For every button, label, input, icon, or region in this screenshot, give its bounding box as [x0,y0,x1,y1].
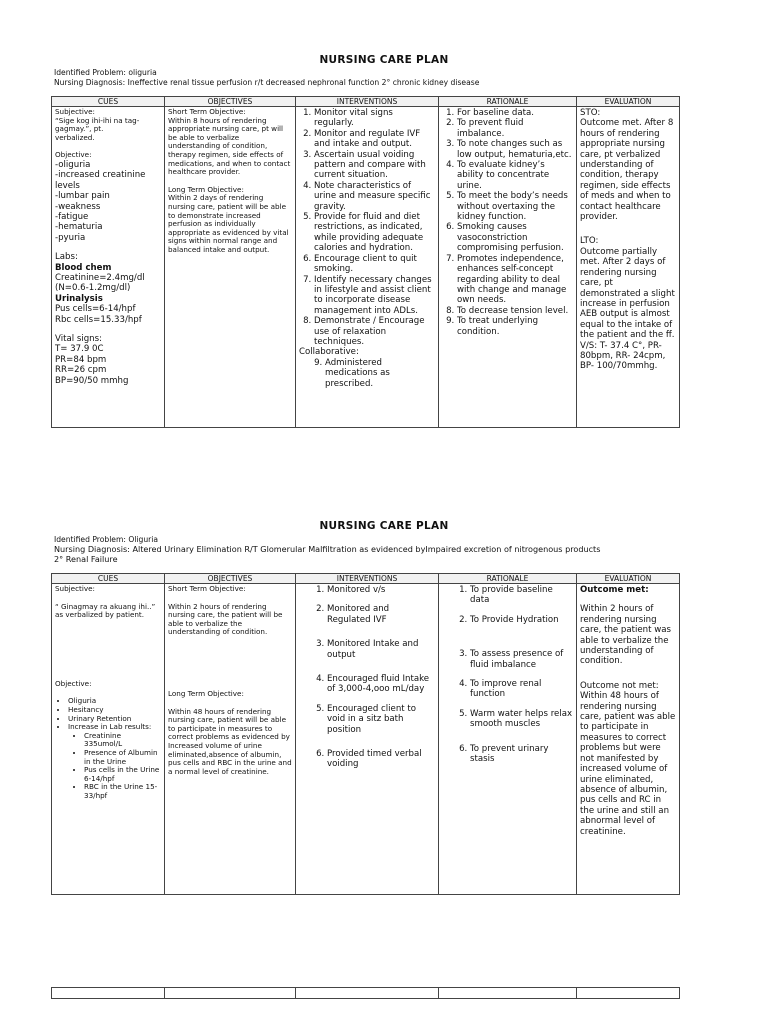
short-term-objective: Within 2 hours of rendering nursing care, the patient will be able to verbalize the understanding of condition. [168,601,283,637]
lto-label: LTO: [580,236,599,247]
list-item: 1. Monitored v/s [327,585,435,595]
header-interventions: INTERVENTIONS [296,97,439,107]
short-term-label: Short Term Objective: [168,584,246,593]
identified-problem: Identified Problem: Oliguria [54,535,159,544]
list-item: 5. Warm water helps relax smooth muscles [470,709,573,730]
list-item: 1. Monitor vital signs regularly. [314,108,435,129]
header-evaluation: EVALUATION [577,97,680,107]
table-row [52,107,680,428]
header-cues: CUES [52,574,165,584]
objectives-cell [165,584,296,895]
list-item: 6. Encourage client to quit smoking. [314,254,435,275]
sto-evaluation: Outcome met. After 8 hours of rendering appropriate nursing care, pt verbalized understanding of condition, therapy regimen, side effects of meds and when to contact healthcare provider. [580,118,674,223]
rationale-list [442,108,573,337]
subjective-text: “ Ginagmay ra akuang ihi..” as verbalized by patient. [55,601,156,620]
table-row [52,988,680,999]
interventions-cell [296,107,439,428]
lto-evaluation: Outcome partially met. After 2 days of rendering nursing care, pt demonstrated a slight increase in perfusion AEB output is almost equal to the intake of the patient and the ff. V/S: T- 37.4 C°, PR- 80bpm, RR- 24cpm, BP- 100/70mmhg. [580,246,675,372]
list-item: 1. For baseline data. [457,108,573,118]
outcome-met-text: Within 2 hours of rendering nursing care, the patient was able to verbalize the understanding of condition. [580,604,672,667]
list-item: 7. Identify necessary changes in lifestyle and assist client to incorporate disease management into ADLs. [314,275,435,317]
objectives-cell [165,107,296,428]
list-item: 2. To Provide Hydration [470,615,573,625]
outcome-met-label: Outcome met: [580,585,649,595]
lab-results-list [68,732,161,801]
blood-chem-values: Creatinine=2.4mg/dl (N=0.6-1.2mg/dl) [55,273,145,294]
list-item: 4. To evaluate kidney’s ability to concentrate urine. [457,160,573,191]
list-item: 8. To decrease tension level. [457,306,573,316]
list-item: • Increase in Lab results: • Creatinine 335umol/L • Presence of Albumin in the Urine • Pus cells in the Urine 6-14/hpf • RBC in the Urine 15-33/hpf [68,723,161,800]
objective-label: Objective: [55,150,92,160]
urinalysis-values: Pus cells=6-14/hpf Rbc cells=15.33/hpf [55,304,142,325]
list-item: 3. Monitored Intake and output [327,639,435,660]
long-term-objective: Within 48 hours of rendering nursing care, patient will be able to participate in measures to correct problems as evidenced by Increased volume of urine eliminated,absence of albumin, pus cells and RBC in the urine and a normal level of creatinine. [168,706,292,776]
header-objectives: OBJECTIVES [165,574,296,584]
list-item: 5. Encouraged client to void in a sitz bath position [327,704,435,735]
subjective-label: Subjective: [55,584,95,593]
objective-list: -oliguria -increased creatinine levels -lumbar pain -weakness -fatigue -hematuria -pyuria [55,159,146,243]
evaluation-cell [577,107,680,428]
header-evaluation: EVALUATION [577,574,680,584]
list-item: 7. Promotes independence, enhances self-concept regarding ability to deal with change and manage own needs. [457,254,573,306]
list-item: 6. Provided timed verbal voiding [327,749,435,770]
list-item: • Presence of Albumin in the Urine [84,749,161,766]
table-row [52,584,680,895]
list-item: 5. Provide for fluid and diet restrictions, as indicated, while providing adequate calories and hydration. [314,212,435,254]
list-item: 3. To assess presence of fluid imbalance [470,649,573,670]
list-item: 2. Monitored and Regulated IVF [327,604,435,625]
rationale-list [442,585,573,764]
interventions-list [299,585,435,770]
subjective-label: Subjective: [55,107,95,116]
list-item: • Creatinine 335umol/L [84,732,161,749]
vital-signs-values: T= 37.9 0C PR=84 bpm RR=26 cpm BP=90/50 mmhg [55,344,129,386]
list-item: 4. Encouraged fluid Intake of 3,000-4,ooo mL/day [327,674,435,695]
list-item: 4. Note characteristics of urine and measure specific gravity. [314,181,435,212]
list-item: • Pus cells in the Urine 6-14/hpf [84,766,161,783]
list-item: 6. Smoking causes vasoconstriction compromising perfusion. [457,222,573,253]
rationale-cell [439,584,577,895]
list-item: • Urinary Retention [68,715,161,724]
blood-chem-heading: Blood chem [55,262,112,273]
list-item: 9. To treat underlying condition. [457,316,573,337]
list-item: 5. To meet the body’s needs without overtaxing the kidney function. [457,191,573,222]
header-rationale: RATIONALE [439,97,577,107]
header-rationale: RATIONALE [439,574,577,584]
list-item: • Oliguria [68,697,161,706]
table-header-row [52,574,680,584]
urinalysis-heading: Urinalysis [55,293,103,304]
header-cues: CUES [52,97,165,107]
list-item: 1. To provide baseline data [470,585,573,606]
objective-list [55,697,161,800]
list-item: 2. To prevent fluid imbalance. [457,118,573,139]
list-item: 6. To prevent urinary stasis [470,744,573,765]
objective-label: Objective: [55,678,92,688]
cues-cell [52,107,165,428]
identified-problem: Identified Problem: oliguria [54,68,157,77]
long-term-label: Long Term Objective: [168,688,244,698]
nursing-diagnosis-cont: 2° Renal Failure [54,554,118,564]
nursing-diagnosis: Nursing Diagnosis: Ineffective renal tissue perfusion r/t decreased nephronal function 2° chronic kidney disease [54,78,480,87]
short-term-label: Short Term Objective: [168,107,246,116]
interventions-list [299,108,435,347]
labs-label: Labs: [55,252,78,263]
vital-signs-label: Vital signs: [55,334,102,345]
list-item: • RBC in the Urine 15-33/hpf [84,783,161,800]
plan-title: NURSING CARE PLAN [319,54,449,66]
list-item: 3. Ascertain usual voiding pattern and compare with current situation. [314,150,435,181]
table-header-row [52,97,680,107]
interventions-cell [296,584,439,895]
sto-label: STO: [580,108,601,118]
short-term-objective: Within 8 hours of rendering appropriate nursing care, pt will be able to verbalize understanding of condition, therapy regimen, side effects of medications, and when to contact healthcare provider. [168,115,291,177]
list-item: 4. To improve renal function [470,679,573,700]
list-item: • Hesitancy [68,706,161,715]
evaluation-cell [577,584,680,895]
collaborative-list [299,358,435,389]
care-plan-table [51,96,680,428]
subjective-text: “Sige kog ihi-ihi na tag- gagmay.”, pt. verbalized. [55,115,140,142]
rationale-cell [439,107,577,428]
outcome-not-met-text: Outcome not met: Within 48 hours of rendering nursing care, patient was able to participate in measures to correct problems but were not manifested by increased volume of urine eliminated, absence of albumin, pus cells and RC in the urine and still an abnormal level of creatinine. [580,680,676,837]
continuation-table [51,987,680,999]
long-term-objective: Within 2 days of rendering nursing care, patient will be able to demonstrate increased perfusion as individually appropriate as evidenced by vital signs within normal range and balanced intake and output. [168,193,289,254]
long-term-label: Long Term Objective: [168,184,244,194]
plan-title: NURSING CARE PLAN [319,520,449,532]
header-interventions: INTERVENTIONS [296,574,439,584]
cues-cell [52,584,165,895]
care-plan-table [51,573,680,895]
nursing-diagnosis: Nursing Diagnosis: Altered Urinary Elimination R/T Glomerular Malfiltration as evidenced byImpaired excretion of nitrogenous products [54,544,601,554]
list-item: 9. Administered medications as prescribed. [325,358,435,389]
list-item: 2. Monitor and regulate IVF and intake and output. [314,129,435,150]
collaborative-label: Collaborative: [299,347,359,358]
header-objectives: OBJECTIVES [165,97,296,107]
list-item: 3. To note changes such as low output, hematuria,etc. [457,139,573,160]
list-item: 8. Demonstrate / Encourage use of relaxation techniques. [314,316,435,347]
